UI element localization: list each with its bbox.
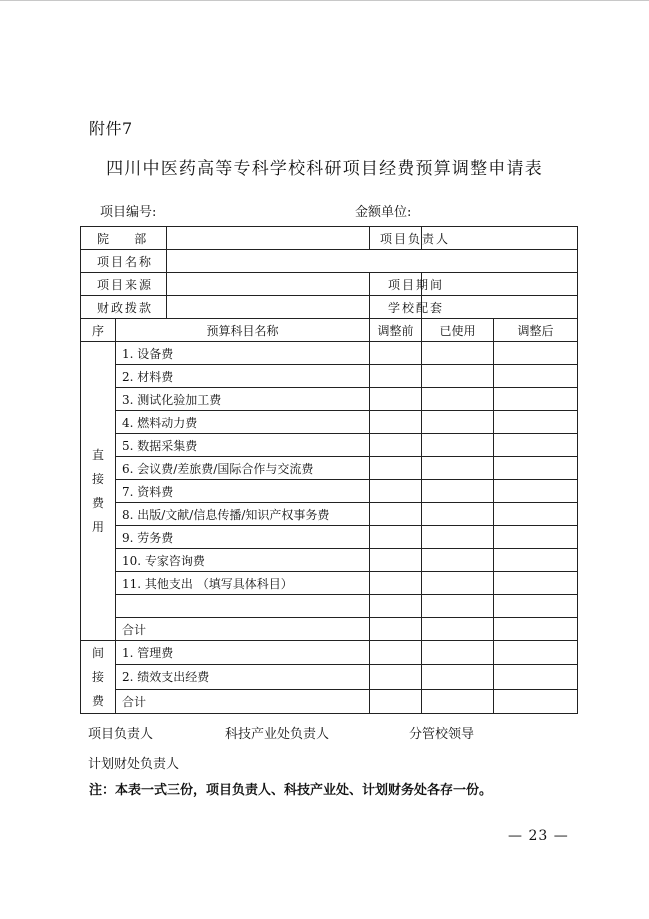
direct-cost-used-cell[interactable] <box>422 388 494 411</box>
indirect-cost-item-row <box>81 641 578 665</box>
direct-cost-before-cell[interactable] <box>370 411 422 434</box>
amount-unit-label: 金额单位: <box>355 205 412 220</box>
direct-cost-after-cell[interactable] <box>494 457 578 480</box>
direct-cost-before-cell[interactable] <box>370 503 422 526</box>
direct-cost-category-char: 用 <box>91 520 104 534</box>
direct-cost-before-cell[interactable] <box>370 457 422 480</box>
project-number-label: 项目编号: <box>100 205 157 220</box>
indirect-cost-total-label: 合计 <box>116 689 370 713</box>
direct-cost-subject-name: 10. 专家咨询费 <box>116 549 370 572</box>
leader-label: 项目负责人 <box>370 227 422 250</box>
info-row-1 <box>81 227 578 250</box>
direct-cost-before-cell[interactable] <box>370 526 422 549</box>
subject-header: 预算科目名称 <box>116 319 370 342</box>
direct-cost-after-cell[interactable] <box>494 365 578 388</box>
direct-cost-subject-name: 6. 会议费/差旅费/国际合作与交流费 <box>116 457 370 480</box>
direct-cost-before-cell[interactable] <box>370 365 422 388</box>
project-period-value[interactable] <box>422 273 578 296</box>
direct-cost-item-row <box>81 411 578 434</box>
direct-cost-item-row <box>81 503 578 526</box>
indirect-cost-subject-name: 2. 绩效支出经费 <box>116 665 370 689</box>
indirect-cost-after-cell[interactable] <box>494 641 578 665</box>
direct-cost-subject-name: 1. 设备费 <box>116 342 370 365</box>
direct-cost-used-cell[interactable] <box>422 526 494 549</box>
direct-cost-after-cell[interactable] <box>494 526 578 549</box>
direct-cost-item-row <box>81 388 578 411</box>
direct-cost-subject-name: 11. 其他支出 （填写具体科目） <box>116 572 370 595</box>
direct-cost-used-cell[interactable] <box>422 595 494 618</box>
project-source-value[interactable] <box>167 273 370 296</box>
direct-cost-used-cell[interactable] <box>422 503 494 526</box>
seq-header: 序 <box>81 319 116 342</box>
footnote: 注：本表一式三份，项目负责人、科技产业处、计划财务处各存一份。 <box>89 783 493 798</box>
page-number: — 23 — <box>508 828 569 844</box>
direct-cost-after-cell[interactable] <box>494 572 578 595</box>
indirect-cost-total-row <box>81 689 578 713</box>
indirect-cost-used-cell[interactable] <box>422 665 494 689</box>
info-row-2 <box>81 250 578 273</box>
leader-signature-label: 项目负责人 <box>88 727 154 742</box>
direct-cost-subject-name <box>116 595 370 618</box>
indirect-cost-subject-name: 1. 管理费 <box>116 641 370 665</box>
direct-cost-after-cell[interactable] <box>494 595 578 618</box>
direct-cost-item-row <box>81 434 578 457</box>
direct-cost-subject-name: 4. 燃料动力费 <box>116 411 370 434</box>
direct-cost-before-cell[interactable] <box>370 342 422 365</box>
direct-cost-before-cell[interactable] <box>370 572 422 595</box>
indirect-cost-category-char: 费 <box>91 694 104 708</box>
header-row <box>81 319 578 342</box>
indirect-cost-item-row <box>81 665 578 689</box>
direct-cost-after-cell[interactable] <box>494 549 578 572</box>
direct-cost-after-cell[interactable] <box>494 411 578 434</box>
direct-cost-item-row <box>81 595 578 618</box>
finance-office-signature-label: 计划财处负责人 <box>88 757 180 772</box>
direct-cost-total-row <box>81 618 578 641</box>
info-row-3 <box>81 273 578 296</box>
school-match-label: 学校配套 <box>370 296 422 319</box>
direct-cost-before-cell[interactable] <box>370 434 422 457</box>
form-title: 四川中医药高等专科学校科研项目经费预算调整申请表 <box>106 159 543 179</box>
finance-allocation-label: 财政拨款 <box>81 296 167 319</box>
direct-cost-after-cell[interactable] <box>494 480 578 503</box>
indirect-cost-before-cell[interactable] <box>370 689 422 713</box>
indirect-cost-category-char: 间 <box>91 646 104 660</box>
direct-cost-used-cell[interactable] <box>422 457 494 480</box>
project-name-value[interactable] <box>167 250 578 273</box>
direct-cost-subject-name: 9. 劳务费 <box>116 526 370 549</box>
direct-cost-category-label <box>81 342 116 641</box>
indirect-cost-after-cell[interactable] <box>494 665 578 689</box>
direct-cost-item-row <box>81 572 578 595</box>
before-header: 调整前 <box>370 319 422 342</box>
direct-cost-subject-name: 2. 材料费 <box>116 365 370 388</box>
direct-cost-subject-name: 5. 数据采集费 <box>116 434 370 457</box>
indirect-cost-used-cell[interactable] <box>422 641 494 665</box>
project-source-label: 项目来源 <box>81 273 167 296</box>
direct-cost-after-cell[interactable] <box>494 434 578 457</box>
indirect-cost-before-cell[interactable] <box>370 641 422 665</box>
info-row-4 <box>81 296 578 319</box>
project-name-label: 项目名称 <box>81 250 167 273</box>
direct-cost-used-cell[interactable] <box>422 365 494 388</box>
project-period-label: 项目期间 <box>370 273 422 296</box>
direct-cost-used-cell[interactable] <box>422 411 494 434</box>
indirect-cost-used-cell[interactable] <box>422 689 494 713</box>
direct-cost-before-cell[interactable] <box>370 388 422 411</box>
direct-cost-after-cell[interactable] <box>494 618 578 641</box>
dept-label: 院 部 <box>81 227 167 250</box>
direct-cost-before-cell[interactable] <box>370 595 422 618</box>
direct-cost-item-row <box>81 480 578 503</box>
direct-cost-used-cell[interactable] <box>422 434 494 457</box>
indirect-cost-category-char: 接 <box>91 670 104 684</box>
school-leader-signature-label: 分管校领导 <box>409 727 475 742</box>
direct-cost-subject-name: 3. 测试化验加工费 <box>116 388 370 411</box>
direct-cost-subject-name: 7. 资料费 <box>116 480 370 503</box>
direct-cost-before-cell[interactable] <box>370 549 422 572</box>
indirect-cost-category-label <box>81 641 116 714</box>
indirect-cost-after-cell[interactable] <box>494 689 578 713</box>
direct-cost-after-cell[interactable] <box>494 388 578 411</box>
direct-cost-before-cell[interactable] <box>370 618 422 641</box>
after-header: 调整后 <box>494 319 578 342</box>
used-header: 已使用 <box>422 319 494 342</box>
direct-cost-item-row <box>81 365 578 388</box>
direct-cost-used-cell[interactable] <box>422 480 494 503</box>
direct-cost-item-row <box>81 549 578 572</box>
direct-cost-after-cell[interactable] <box>494 503 578 526</box>
dept-value[interactable] <box>167 227 370 250</box>
attachment-label: 附件7 <box>89 119 133 138</box>
direct-cost-after-cell[interactable] <box>494 342 578 365</box>
direct-cost-used-cell[interactable] <box>422 549 494 572</box>
direct-cost-item-row <box>81 457 578 480</box>
budget-adjustment-table <box>80 226 578 714</box>
direct-cost-category-char: 直 <box>91 448 104 462</box>
direct-cost-item-row <box>81 526 578 549</box>
indirect-cost-before-cell[interactable] <box>370 665 422 689</box>
direct-cost-used-cell[interactable] <box>422 342 494 365</box>
top-rule <box>0 0 649 1</box>
direct-cost-total-label: 合计 <box>116 618 370 641</box>
finance-allocation-value[interactable] <box>167 296 370 319</box>
direct-cost-category-char: 接 <box>91 472 104 486</box>
direct-cost-used-cell[interactable] <box>422 618 494 641</box>
indirect-cost-section <box>81 641 578 714</box>
direct-cost-section <box>81 342 578 641</box>
school-match-value[interactable] <box>422 296 578 319</box>
direct-cost-category-char: 费 <box>91 496 104 510</box>
direct-cost-before-cell[interactable] <box>370 480 422 503</box>
tech-office-signature-label: 科技产业处负责人 <box>225 727 330 742</box>
direct-cost-used-cell[interactable] <box>422 572 494 595</box>
direct-cost-subject-name: 8. 出版/文献/信息传播/知识产权事务费 <box>116 503 370 526</box>
direct-cost-item-row <box>81 342 578 365</box>
